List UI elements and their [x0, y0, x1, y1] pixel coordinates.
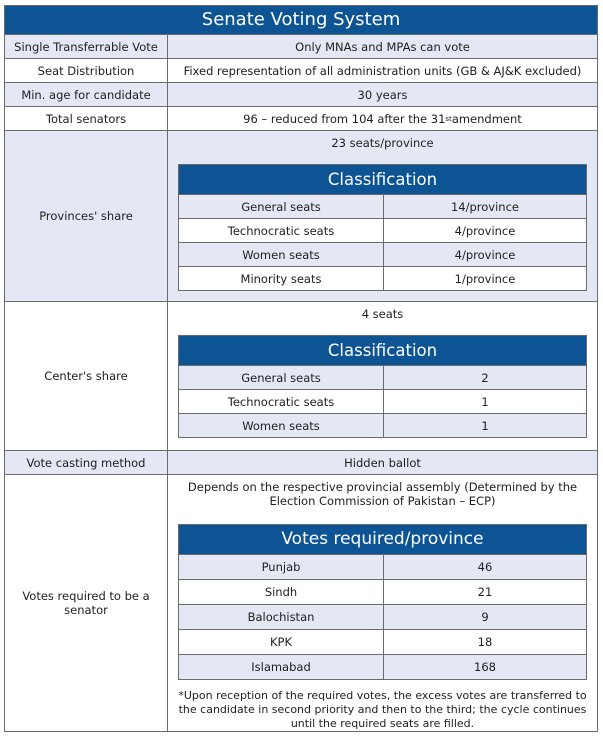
cell-name: Balochistan [179, 605, 384, 629]
cell-value: 9 [481, 610, 489, 624]
row-label: Provinces' share [5, 131, 168, 301]
classification-title: Classification [179, 165, 586, 195]
row-votes-required [5, 475, 597, 731]
cell-value: 21 [477, 585, 493, 599]
cell-name: Technocratic seats [179, 390, 384, 413]
row-min-age [5, 83, 597, 107]
classification-table [178, 164, 587, 291]
row-label: Vote casting method [5, 451, 168, 474]
cell-name: Women seats [179, 243, 384, 266]
row-label: Min. age for candidate [5, 83, 168, 106]
row-label: Votes required to be a senator [5, 475, 168, 731]
table-row [179, 366, 586, 390]
row-value: Only MNAs and MPAs can vote [295, 39, 470, 54]
table-row [179, 219, 586, 243]
row-label: Single Transferrable Vote [5, 35, 168, 58]
table-row [179, 390, 586, 414]
cell-value: 2 [481, 370, 489, 385]
provinces-share-content [168, 131, 597, 301]
table-row [179, 243, 586, 267]
cell-value: 1/province [454, 271, 516, 286]
table-row [179, 414, 586, 437]
row-value: Hidden ballot [344, 455, 421, 470]
cell-name: General seats [179, 195, 384, 218]
row-provinces-share [5, 131, 597, 302]
row-total-senators [5, 107, 597, 131]
cell-value: 4/province [454, 247, 516, 262]
value-sup: st [445, 114, 452, 123]
cell-name: Punjab [179, 555, 384, 579]
cell-value: 14/province [450, 199, 519, 214]
votes-table-title: Votes required/province [179, 525, 586, 555]
row-label: Seat Distribution [5, 59, 168, 82]
table-row [179, 267, 586, 290]
votes-required-table [178, 524, 587, 680]
cell-name: KPK [179, 630, 384, 654]
center-share-content [168, 302, 597, 450]
table-title: Senate Voting System [5, 6, 597, 35]
cell-name: Women seats [179, 414, 384, 437]
row-value: Fixed representation of all administration units (GB & AJ&K excluded) [183, 63, 582, 78]
cell-name: General seats [179, 366, 384, 389]
value-prefix: 96 – reduced from 104 after the 31 [243, 111, 446, 126]
cell-value: 168 [474, 660, 496, 674]
cell-name: Technocratic seats [179, 219, 384, 242]
footnote: *Upon reception of the required votes, the excess votes are transferred to the candidate in second priority and then to the third; the cycle continues until the required seats are filled. [178, 689, 587, 730]
row-value: 30 years [357, 87, 408, 102]
classification-table [178, 335, 587, 438]
cell-value: 4/province [454, 223, 516, 238]
senate-voting-table [4, 5, 598, 732]
row-center-share [5, 302, 597, 451]
table-row [179, 630, 586, 655]
cell-name: Islamabad [179, 655, 384, 679]
cell-value: 1 [481, 394, 489, 409]
row-value [168, 107, 597, 130]
table-row [179, 605, 586, 630]
caption: 23 seats/province [331, 136, 434, 150]
caption: 4 seats [361, 307, 404, 321]
cell-value: 1 [481, 418, 489, 433]
table-row [179, 555, 586, 580]
table-row [179, 580, 586, 605]
row-vote-casting-method [5, 451, 597, 475]
cell-value: 18 [477, 635, 493, 649]
row-single-transferrable-vote [5, 35, 597, 59]
votes-required-content [168, 475, 597, 731]
classification-title: Classification [179, 336, 586, 366]
cell-value: 46 [477, 560, 493, 574]
cell-name: Minority seats [179, 267, 384, 290]
table-row [179, 195, 586, 219]
caption: Depends on the respective provincial assembly (Determined by the Election Commission of Pakistan – ECP) [187, 480, 578, 508]
cell-name: Sindh [179, 580, 384, 604]
value-suffix: amendment [451, 111, 522, 126]
row-label: Center's share [5, 302, 168, 450]
row-label: Total senators [5, 107, 168, 130]
row-seat-distribution [5, 59, 597, 83]
table-row [179, 655, 586, 679]
